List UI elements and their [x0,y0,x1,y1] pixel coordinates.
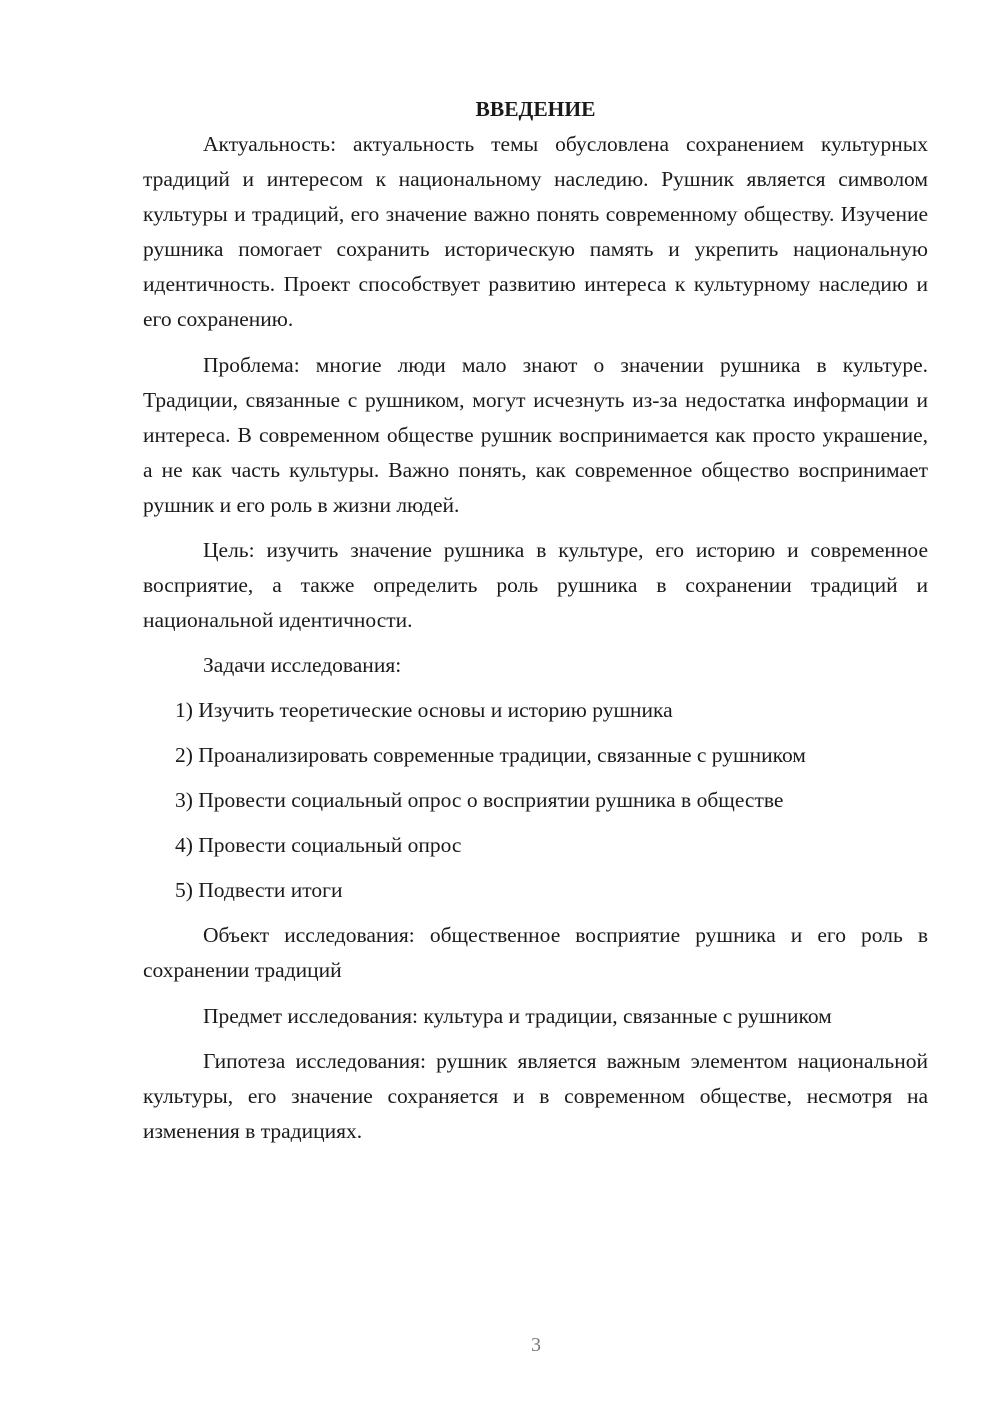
task-item-5: 5) Подвести итоги [175,878,343,903]
task-item-3: 3) Провести социальный опрос о восприятии рушника в обществе [175,788,784,813]
task-item-1: 1) Изучить теоретические основы и историю рушника [175,698,673,723]
page-content [143,92,928,1149]
task-item-4: 4) Провести социальный опрос [175,833,462,858]
relevance-paragraph: Актуальность: актуальность темы обусловлена сохранением культурных традиций и интересом к национальному наследию. Рушник является символом культуры и традиций, его значение важно понять современному обществу. Изучение рушника помогает сохранить историческую память и укрепить национальную идентичность. Проект способствует развитию интереса к культурному наследию и его сохранению. [143,132,928,332]
problem-paragraph: Проблема: многие люди мало знают о значении рушника в культуре. Традиции, связанные с рушником, могут исчезнуть из-за недостатка информации и интереса. В современном обществе рушник воспринимается как просто украшение, а не как часть культуры. Важно понять, как современное общество воспринимает рушник и его роль в жизни людей. [143,352,928,517]
subject-paragraph: Предмет исследования: культура и традиции, связанные с рушником [203,1003,832,1028]
page-number: 3 [531,1334,541,1356]
tasks-list [143,693,928,908]
tasks-heading: Задачи исследования: [203,653,402,678]
hypothesis-paragraph: Гипотеза исследования: рушник является важным элементом национальной культуры, его значение сохраняется и в современном обществе, несмотря на изменения в традициях. [143,1048,928,1143]
page-title: ВВЕДЕНИЕ [475,97,596,121]
goal-paragraph: Цель: изучить значение рушника в культуре, его историю и современное восприятие, а также определить роль рушника в сохранении традиций и национальной идентичности. [143,538,928,633]
task-item-2: 2) Проанализировать современные традиции, связанные с рушником [175,743,806,768]
object-paragraph: Объект исследования: общественное восприятие рушника и его роль в сохранении традиций [143,923,928,983]
